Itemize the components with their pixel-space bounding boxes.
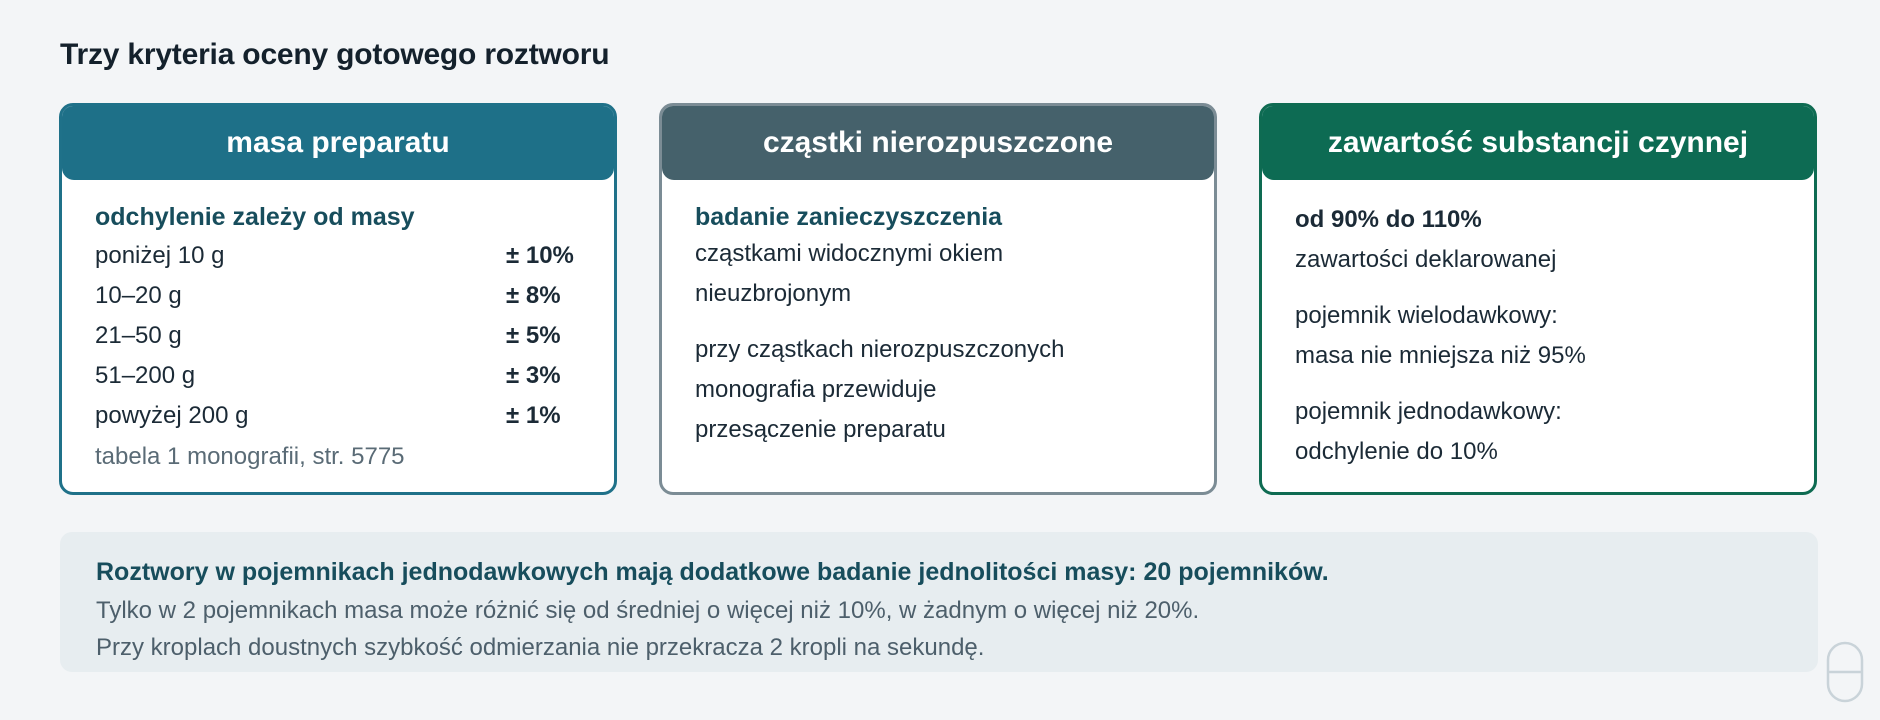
- card-particles-body: [662, 180, 1214, 450]
- card-particles-line: przesączenie preparatu: [695, 416, 946, 443]
- weight-tolerance: ± 5%: [506, 322, 561, 349]
- card-particles-subhead: badanie zanieczyszczenia: [695, 203, 1003, 231]
- card-particles-line: cząstkami widocznymi okiem: [695, 240, 1004, 267]
- weight-row: [95, 396, 581, 436]
- card-particles-line: nieuzbrojonym: [695, 280, 852, 307]
- card-content-multi-value: masa nie mniejsza niż 95%: [1295, 342, 1586, 369]
- weight-row: [95, 316, 581, 356]
- card-mass-subhead: odchylenie zależy od masy: [95, 203, 415, 231]
- weight-tolerance: ± 1%: [506, 402, 561, 429]
- info-box-line: Przy kroplach doustnych szybkość odmierzania nie przekracza 2 kropli na sekundę.: [96, 634, 985, 661]
- card-content-header: zawartość substancji czynnej: [1262, 106, 1814, 180]
- info-box-line: Tylko w 2 pojemnikach masa może różnić się od średniej o więcej niż 10%, w żadnym o więcej niż 20%.: [96, 597, 1200, 624]
- weight-tolerance: ± 10%: [506, 242, 574, 269]
- weight-row: [95, 356, 581, 396]
- info-box-headline: Roztwory w pojemnikach jednodawkowych mają dodatkowe badanie jednolitości masy: 20 pojemników.: [96, 558, 1329, 586]
- card-particles-line: przy cząstkach nierozpuszczonych: [695, 336, 1065, 363]
- weight-range: poniżej 10 g: [95, 242, 225, 269]
- page-title: Trzy kryteria oceny gotowego roztworu: [60, 38, 610, 71]
- weight-range: 10–20 g: [95, 282, 182, 309]
- card-mass-body: [62, 180, 614, 478]
- capsule-icon: [1825, 640, 1865, 704]
- weight-tolerance: ± 3%: [506, 362, 561, 389]
- card-content-lead: od 90% do 110%: [1295, 206, 1482, 233]
- card-content-single-value: odchylenie do 10%: [1295, 438, 1498, 465]
- card-content-multi-label: pojemnik wielodawkowy:: [1295, 302, 1558, 329]
- card-particles: [659, 103, 1217, 495]
- info-box: [60, 532, 1818, 672]
- weight-tolerance: ± 8%: [506, 282, 561, 309]
- card-particles-line: monografia przewiduje: [695, 376, 937, 403]
- weight-row: [95, 276, 581, 316]
- card-content: [1259, 103, 1817, 495]
- card-content-single-label: pojemnik jednodawkowy:: [1295, 398, 1562, 425]
- weight-range: powyżej 200 g: [95, 402, 249, 429]
- card-content-lead-sub: zawartości deklarowanej: [1295, 246, 1557, 273]
- weight-row: [95, 236, 581, 276]
- card-mass-note: tabela 1 monografii, str. 5775: [95, 443, 405, 470]
- card-mass-header: masa preparatu: [62, 106, 614, 180]
- weight-range: 51–200 g: [95, 362, 196, 389]
- card-content-body: [1262, 180, 1814, 472]
- weight-range: 21–50 g: [95, 322, 182, 349]
- card-particles-header: cząstki nierozpuszczone: [662, 106, 1214, 180]
- card-mass: [59, 103, 617, 495]
